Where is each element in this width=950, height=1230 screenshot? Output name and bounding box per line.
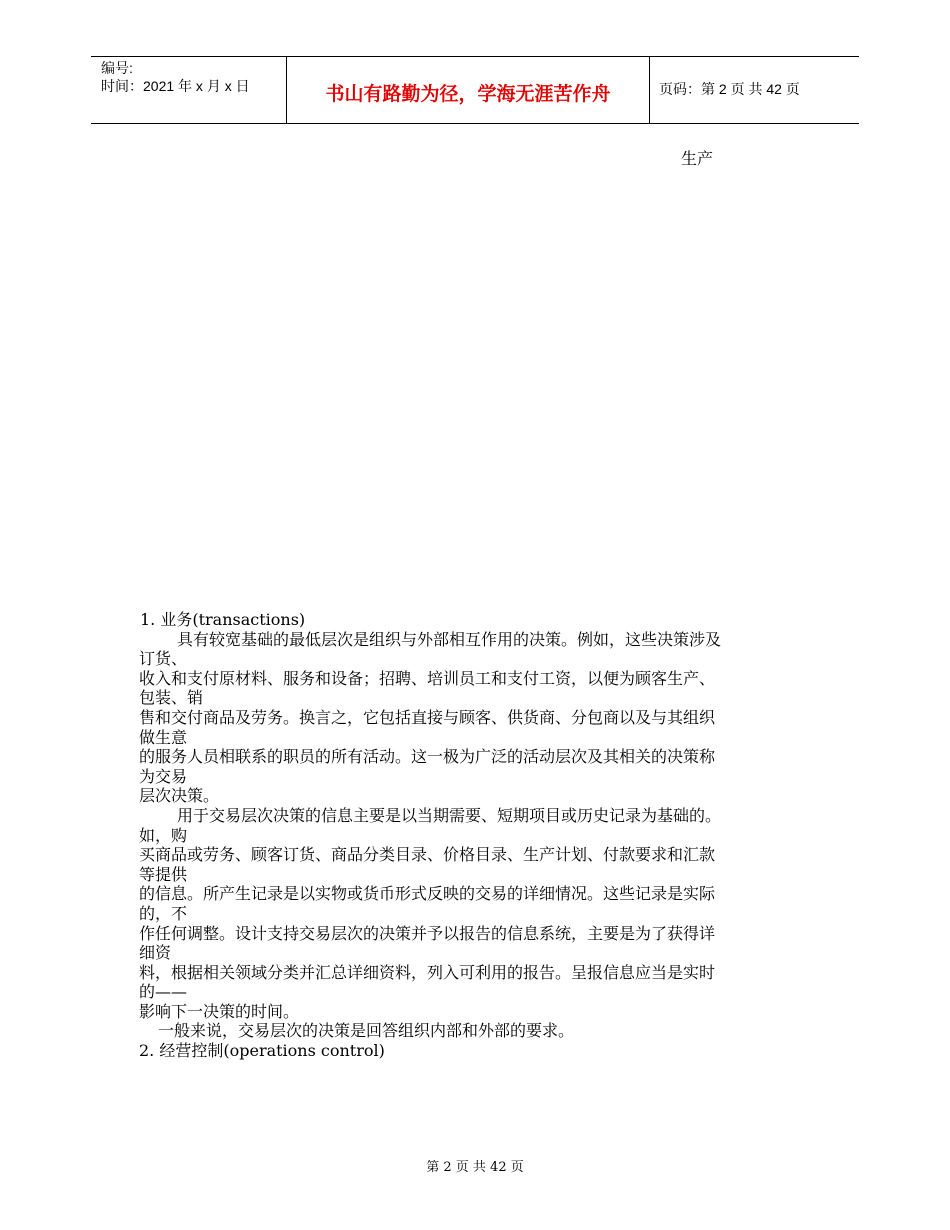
body-line: 具有较宽基础的最低层次是组织与外部相互作用的决策。例如，这些决策涉及: [177, 629, 722, 649]
header-motto: 书山有路勤为径，学海无涯苦作舟: [325, 83, 611, 105]
body-line: 买商品或劳务、顾客订货、商品分类目录、价格目录、生产计划、付款要求和汇款: [139, 845, 716, 865]
body-line: 做生意: [139, 727, 188, 747]
document-header: [91, 56, 859, 124]
body-line: 如，购: [139, 825, 188, 845]
document-time-label: 时间：2021 年 x 月 x 日: [101, 78, 250, 94]
body-line: 为交易: [139, 766, 188, 786]
header-meta-cell: [91, 57, 287, 123]
header-motto-cell: [287, 57, 650, 123]
body-line: 层次决策。: [139, 786, 220, 806]
header-page-cell: [650, 57, 859, 123]
body-line: 用于交易层次决策的信息主要是以当期需要、短期项目或历史记录为基础的。: [177, 805, 722, 825]
body-line: 的——: [139, 982, 188, 1002]
body-line: 一般来说，交易层次的决策是回答组织内部和外部的要求。: [158, 1021, 575, 1041]
body-line: 的，不: [139, 903, 188, 923]
body-line: 订货、: [139, 649, 188, 669]
body-line: 售和交付商品及劳务。换言之，它包括直接与顾客、供货商、分包商以及与其组织: [139, 707, 716, 727]
body-line: 包装、销: [139, 688, 204, 708]
floating-label: 生产: [681, 149, 714, 168]
body-line: 1. 业务(transactions): [140, 610, 306, 629]
body-line: 作任何调整。设计支持交易层次的决策并予以报告的信息系统，主要是为了获得详: [139, 923, 716, 943]
body-line: 的信息。所产生记录是以实物或货币形式反映的交易的详细情况。这些记录是实际: [139, 884, 716, 904]
body-line: 细资: [139, 943, 172, 963]
body-line: 2. 经营控制(operations control): [139, 1041, 385, 1061]
body-line: 收入和支付原材料、服务和设备；招聘、培训员工和支付工资，以便为顾客生产、: [139, 668, 716, 688]
body-line: 的服务人员相联系的职员的所有活动。这一极为广泛的活动层次及其相关的决策称: [139, 747, 716, 767]
body-line: 等提供: [139, 864, 188, 884]
body-line: 料，根据相关领域分类并汇总详细资料，列入可利用的报告。呈报信息应当是实时: [139, 962, 716, 982]
document-body: [139, 610, 819, 1061]
page-footer: 第 2 页 共 42 页: [426, 1160, 524, 1175]
document-number-label: 编号:: [101, 60, 133, 76]
header-page-info: 页码：第 2 页 共 42 页: [659, 81, 800, 97]
body-line: 影响下一决策的时间。: [139, 1001, 300, 1021]
